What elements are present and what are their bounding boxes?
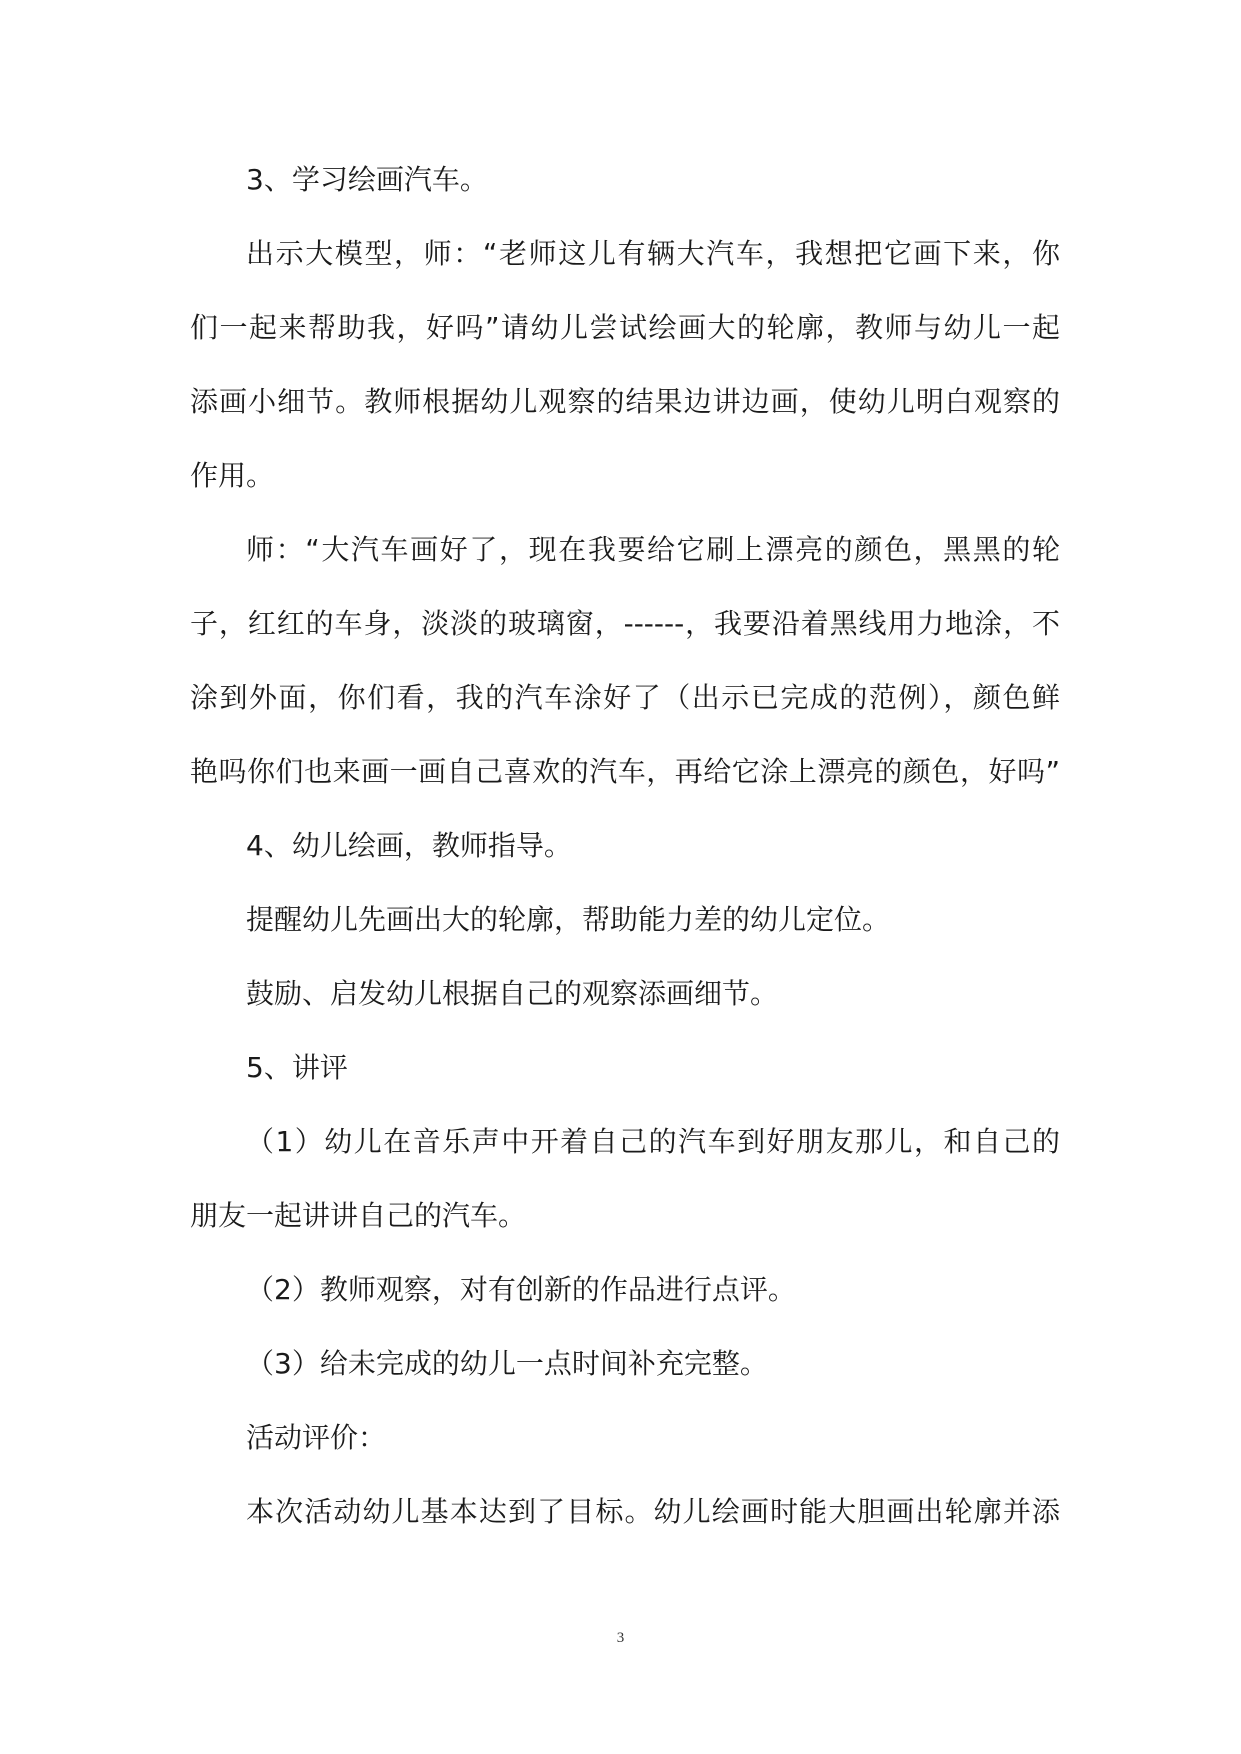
paragraph-evaluation-title — [190, 1401, 1060, 1475]
page-number: 3 — [616, 1630, 625, 1646]
paragraph-teacher-demo — [190, 217, 1060, 513]
text-line: 3、学习绘画汽车。 — [246, 163, 488, 196]
document-body — [190, 143, 1060, 1549]
text-line: 添画小细节。教师根据幼儿观察的结果边讲边画，使幼儿明白观察的 — [190, 385, 1060, 418]
paragraph-guidance-2 — [190, 957, 1060, 1031]
paragraph-evaluation-body — [190, 1475, 1060, 1549]
text-line: 师：“大汽车画好了，现在我要给它刷上漂亮的颜色，黑黑的轮 — [246, 533, 1060, 566]
text-line: 子，红红的车身，淡淡的玻璃窗，------，我要沿着黑线用力地涂，不 — [190, 607, 1060, 640]
paragraph-review-3 — [190, 1327, 1060, 1401]
text-line: 本次活动幼儿基本达到了目标。幼儿绘画时能大胆画出轮廓并添 — [246, 1495, 1060, 1528]
text-line: 艳吗你们也来画一画自己喜欢的汽车，再给它涂上漂亮的颜色，好吗” — [190, 755, 1060, 788]
text-line: 4、幼儿绘画，教师指导。 — [246, 829, 572, 862]
paragraph-guidance-1 — [190, 883, 1060, 957]
text-line: 提醒幼儿先画出大的轮廓，帮助能力差的幼儿定位。 — [246, 903, 891, 936]
paragraph-teacher-coloring — [190, 513, 1060, 809]
text-line: （3）给未完成的幼儿一点时间补充完整。 — [246, 1347, 768, 1380]
paragraph-review-1 — [190, 1105, 1060, 1253]
text-line: 活动评价： — [246, 1421, 387, 1454]
paragraph-review-2 — [190, 1253, 1060, 1327]
text-line: 5、讲评 — [246, 1051, 348, 1084]
paragraph-step5-title — [190, 1031, 1060, 1105]
text-line: 出示大模型，师：“老师这儿有辆大汽车，我想把它画下来，你 — [246, 237, 1060, 270]
text-line: （1）幼儿在音乐声中开着自己的汽车到好朋友那儿，和自己的 — [246, 1125, 1060, 1158]
text-line: 涂到外面，你们看，我的汽车涂好了（出示已完成的范例），颜色鲜 — [190, 681, 1060, 714]
paragraph-step4-title — [190, 809, 1060, 883]
text-line: 作用。 — [190, 459, 275, 492]
text-line: 朋友一起讲讲自己的汽车。 — [190, 1199, 527, 1232]
paragraph-step3-title — [190, 143, 1060, 217]
text-line: （2）教师观察，对有创新的作品进行点评。 — [246, 1273, 796, 1306]
text-line: 鼓励、启发幼儿根据自己的观察添画细节。 — [246, 977, 779, 1010]
text-line: 们一起来帮助我，好吗”请幼儿尝试绘画大的轮廓，教师与幼儿一起 — [190, 311, 1060, 344]
